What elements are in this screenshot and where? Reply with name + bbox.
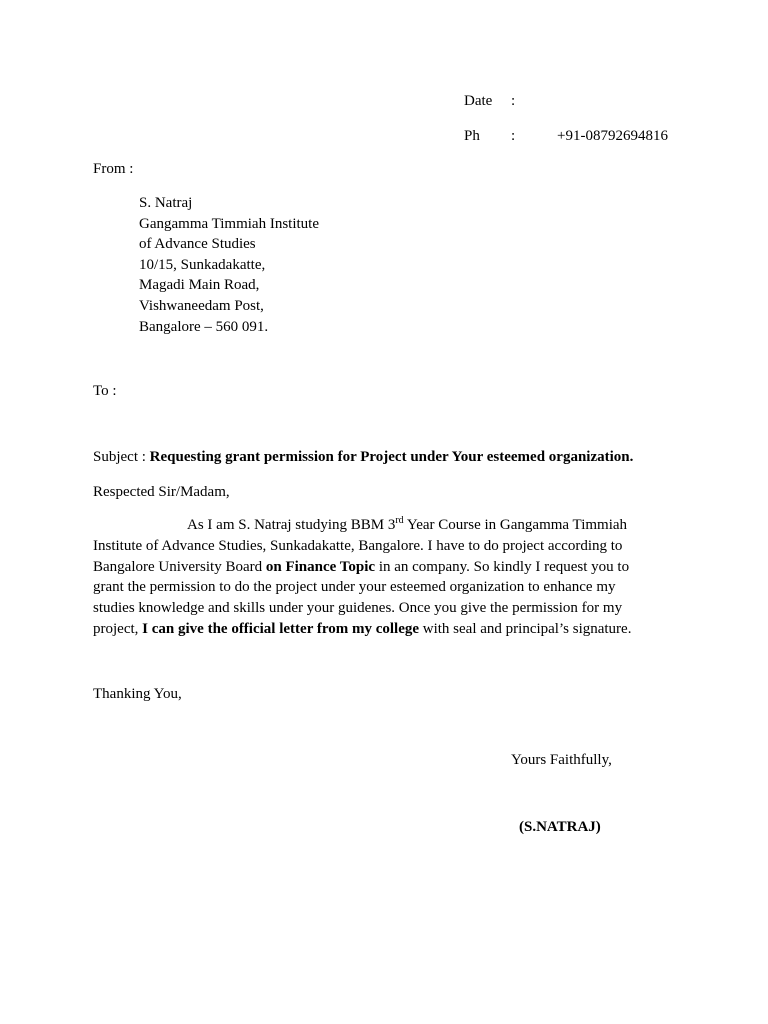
salutation: Respected Sir/Madam,: [93, 484, 230, 500]
body-line: [93, 619, 663, 640]
body-text: As I am S. Natraj studying BBM 3: [187, 517, 396, 533]
phone-number: +91-08792694816: [557, 128, 668, 144]
phone-separator: :: [511, 128, 516, 144]
body-emphasis: I can give the official letter from my college: [142, 620, 420, 637]
body-line: [93, 515, 663, 536]
address-line: Bangalore – 560 091.: [139, 318, 269, 335]
body-line: grant the permission to do the project under your esteemed organization to enhance my: [93, 579, 616, 596]
body-line: Institute of Advance Studies, Sunkadakatte, Bangalore. I have to do project according to: [93, 537, 623, 554]
body-line: [93, 557, 663, 578]
subject-label: Subject :: [93, 449, 150, 465]
phone-label: Ph: [464, 128, 480, 144]
address-line: Magadi Main Road,: [139, 277, 260, 294]
body-text: with seal and principal’s signature.: [419, 620, 632, 637]
from-label: From :: [93, 161, 134, 177]
body-text: in an company. So kindly I request you to: [375, 558, 630, 575]
body-text: Year Course in Gangamma Timmiah: [403, 517, 628, 533]
ordinal-superscript: rd: [395, 515, 404, 526]
address-line: Gangamma Timmiah Institute: [139, 215, 319, 232]
letter-body: [93, 515, 663, 640]
address-line: 10/15, Sunkadakatte,: [139, 256, 266, 273]
body-text: project,: [93, 620, 143, 637]
date-separator: :: [511, 93, 516, 109]
address-line: S. Natraj: [139, 195, 193, 211]
address-line: of Advance Studies: [139, 236, 256, 253]
date-label: Date: [464, 93, 493, 109]
signature-name: (S.NATRAJ): [519, 819, 601, 835]
body-line: studies knowledge and skills under your guidenes. Once you give the permission for my: [93, 600, 623, 617]
body-text: Bangalore University Board: [93, 558, 266, 575]
body-emphasis: on Finance Topic: [265, 558, 376, 575]
yours-faithfully: Yours Faithfully,: [511, 752, 612, 768]
subject-line: [93, 448, 633, 466]
subject-text: Requesting grant permission for Project under Your esteemed organization.: [149, 449, 634, 465]
thanking-line: Thanking You,: [93, 686, 182, 702]
sender-address: [139, 193, 319, 337]
to-label: To :: [93, 383, 117, 399]
address-line: Vishwaneedam Post,: [139, 297, 264, 314]
